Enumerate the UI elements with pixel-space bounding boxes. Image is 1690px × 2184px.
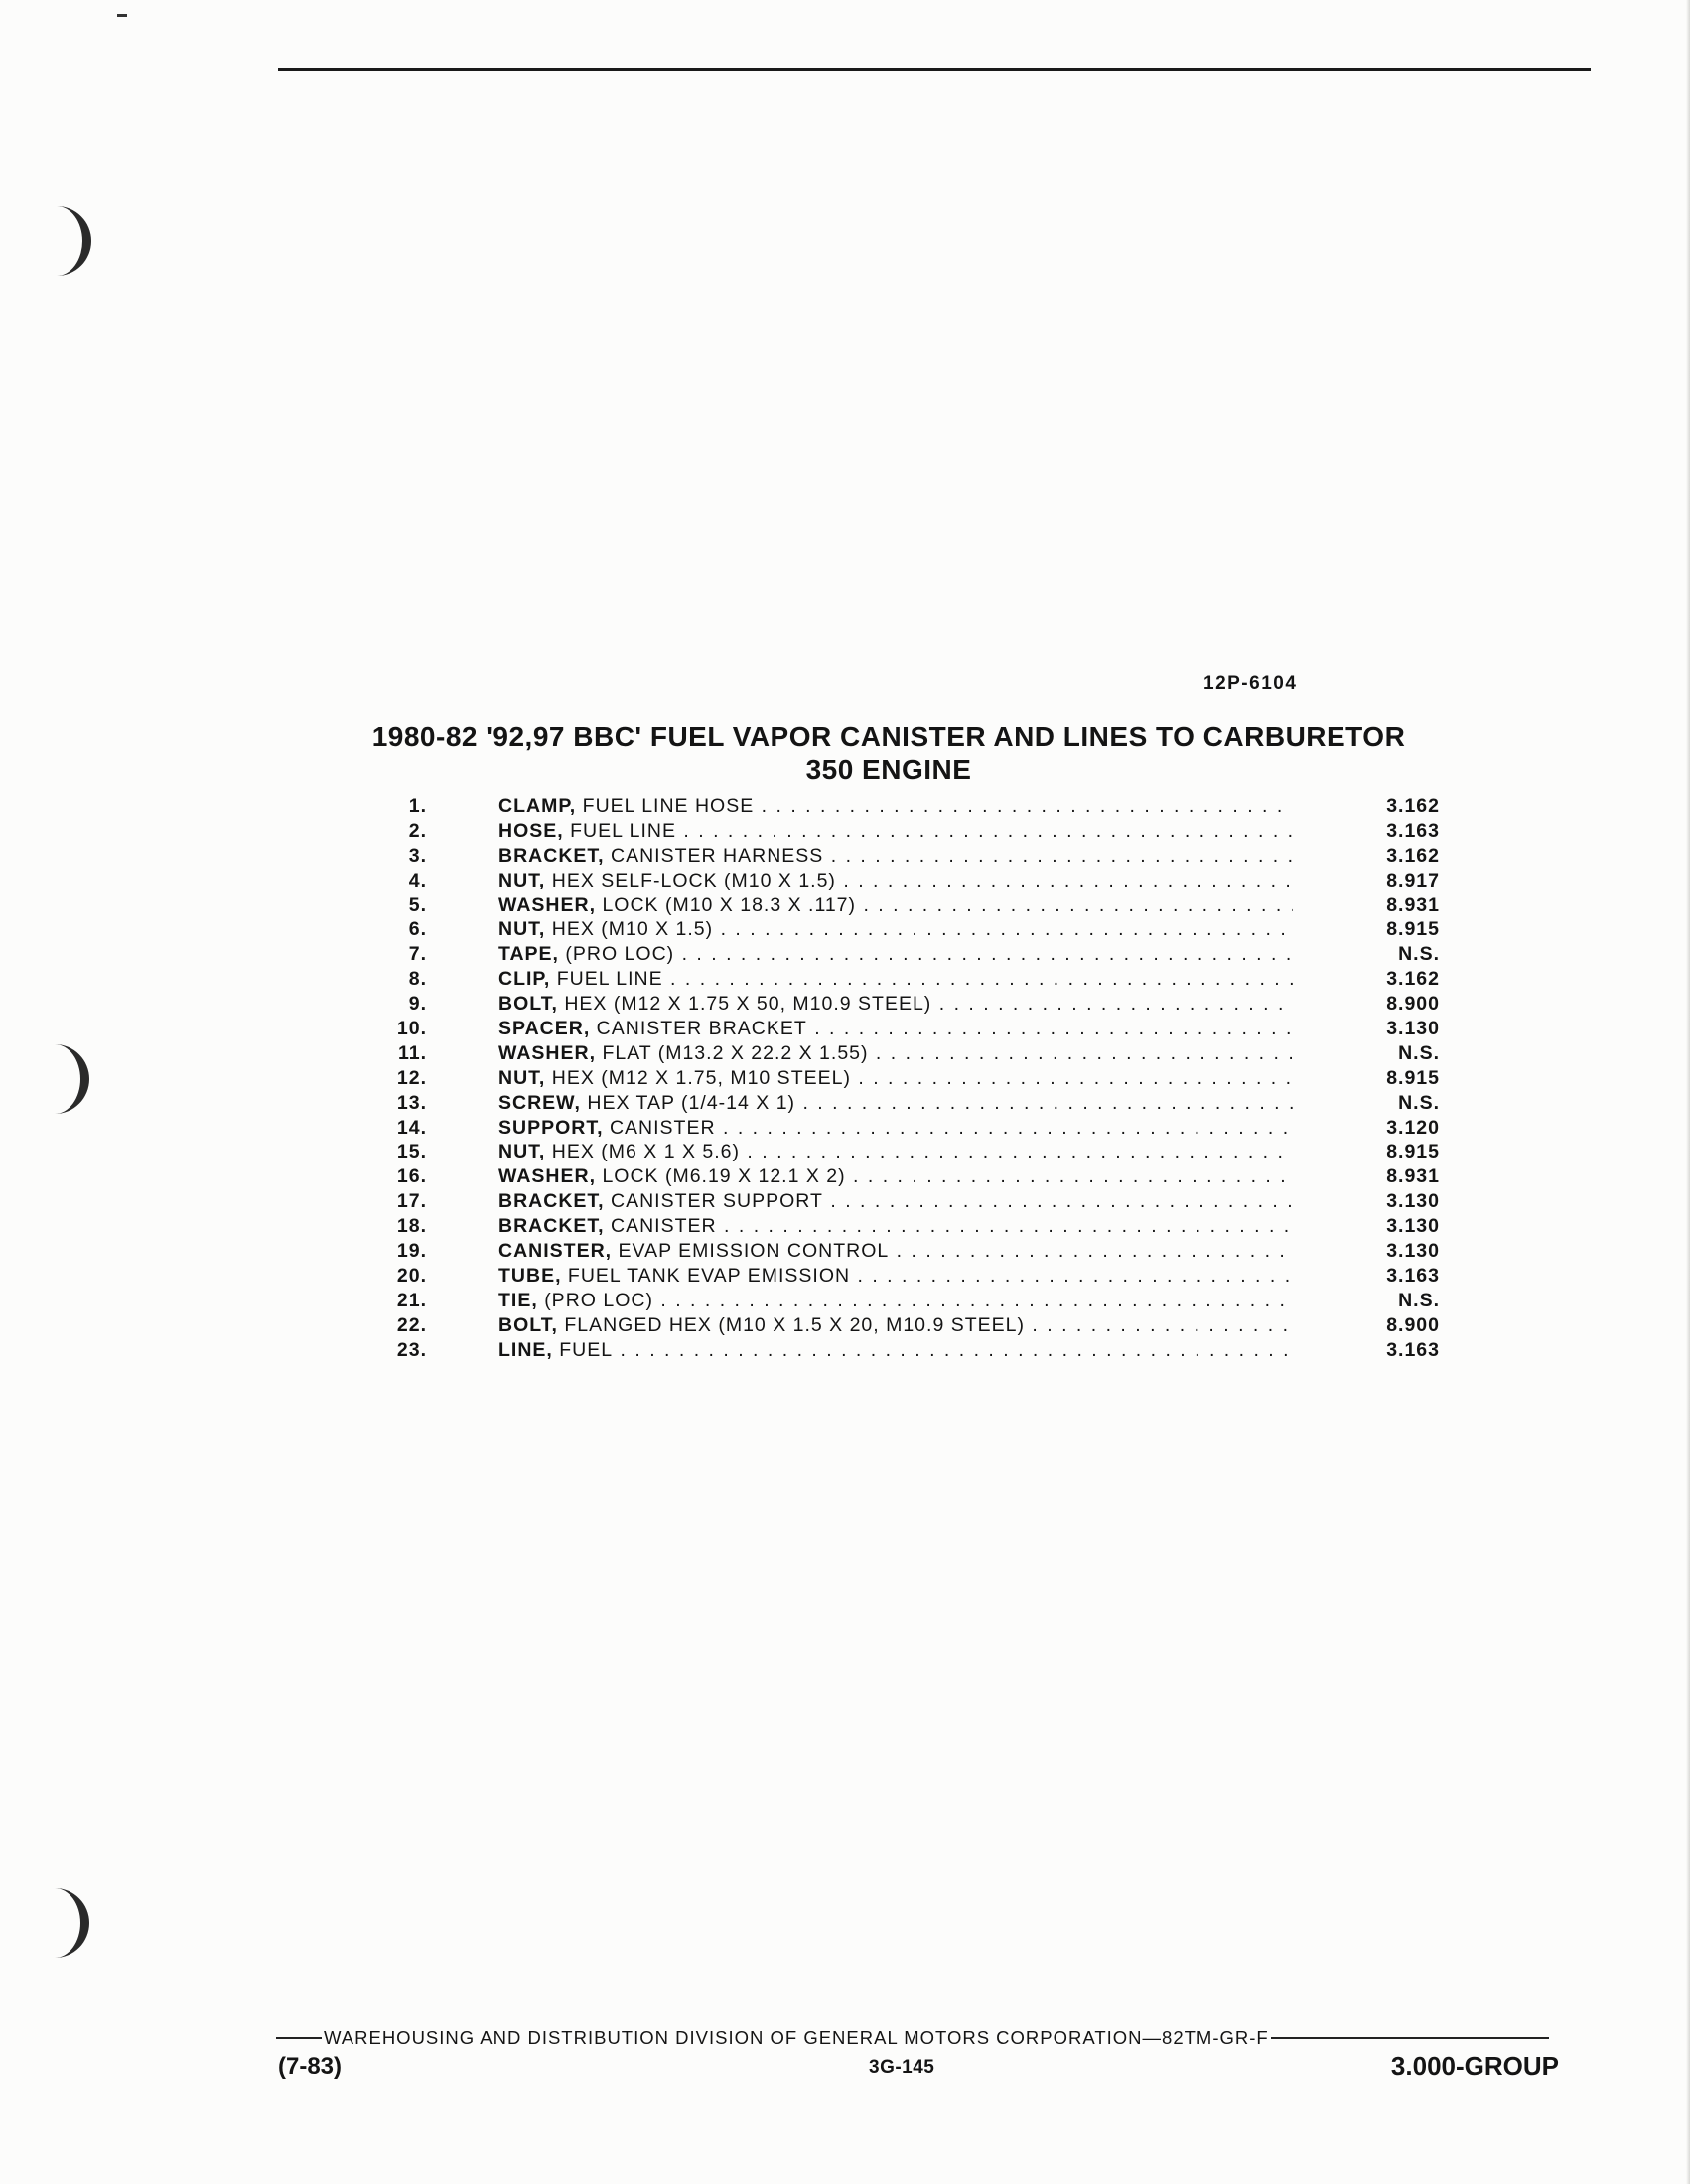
figure-subtitle: 350 ENGINE bbox=[805, 754, 972, 785]
binder-hole-mark bbox=[50, 1044, 89, 1114]
parts-list-row bbox=[387, 1164, 1440, 1189]
parts-list-row bbox=[387, 1041, 1440, 1066]
part-detail: CANISTER HARNESS bbox=[611, 844, 824, 867]
part-name: SCREW, bbox=[498, 1091, 581, 1114]
part-name: CLAMP, bbox=[498, 795, 577, 817]
part-detail: HEX (M6 X 1 X 5.6) bbox=[551, 1141, 740, 1163]
part-name: BOLT, bbox=[498, 1313, 558, 1336]
part-name: CLIP, bbox=[498, 968, 551, 991]
part-number: 21. bbox=[396, 1289, 427, 1311]
parts-list-row bbox=[387, 1264, 1440, 1289]
part-description bbox=[498, 1017, 1293, 1041]
part-description bbox=[498, 967, 1293, 992]
part-name: BRACKET, bbox=[498, 1190, 605, 1213]
part-detail: HEX (M10 X 1.5) bbox=[551, 918, 714, 941]
footer-rule bbox=[276, 2037, 322, 2039]
part-detail: FLANGED HEX (M10 X 1.5 X 20, M10.9 STEEL) bbox=[564, 1313, 1025, 1336]
footer-division-text: WAREHOUSING AND DISTRIBUTION DIVISION OF GENERAL MOTORS CORPORATION—82TM-GR-F bbox=[324, 2027, 1269, 2048]
part-group-number: 8.917 bbox=[1386, 869, 1440, 891]
part-description bbox=[498, 1338, 1293, 1363]
part-number: 13. bbox=[396, 1091, 427, 1114]
part-description bbox=[498, 1116, 1293, 1141]
part-number: 16. bbox=[396, 1165, 427, 1188]
part-number: 20. bbox=[396, 1264, 427, 1287]
part-group-number: 3.130 bbox=[1386, 1240, 1440, 1263]
part-group-number: N.S. bbox=[1398, 943, 1440, 966]
part-detail: CANISTER bbox=[609, 1116, 716, 1139]
part-name: TAPE, bbox=[498, 943, 559, 966]
part-number: 4. bbox=[408, 869, 427, 891]
parts-list-row bbox=[387, 869, 1440, 893]
parts-list-row bbox=[387, 1214, 1440, 1239]
part-detail: LOCK (M6.19 X 12.1 X 2) bbox=[602, 1165, 846, 1188]
part-group-number: 3.120 bbox=[1386, 1116, 1440, 1139]
part-name: CANISTER, bbox=[498, 1240, 613, 1263]
footer-division-line bbox=[274, 2027, 1551, 2049]
part-group-number: 3.163 bbox=[1386, 1338, 1440, 1361]
part-name: TIE, bbox=[498, 1289, 538, 1311]
parts-list-row bbox=[387, 1066, 1440, 1091]
part-detail: HEX SELF-LOCK (M10 X 1.5) bbox=[551, 869, 836, 891]
part-name: SPACER, bbox=[498, 1018, 591, 1040]
parts-list-row bbox=[387, 1239, 1440, 1264]
parts-list-row bbox=[387, 1338, 1440, 1363]
part-name: NUT, bbox=[498, 869, 546, 891]
binder-hole-mark bbox=[50, 1888, 89, 1958]
parts-list-row bbox=[387, 1017, 1440, 1041]
part-description bbox=[498, 1164, 1293, 1189]
footer-date: (7-83) bbox=[278, 2053, 343, 2080]
parts-list-row bbox=[387, 844, 1440, 869]
part-number: 6. bbox=[408, 918, 427, 941]
part-number: 17. bbox=[396, 1190, 427, 1213]
part-name: BRACKET, bbox=[498, 844, 605, 867]
footer-rule bbox=[1271, 2037, 1549, 2039]
part-group-number: N.S. bbox=[1398, 1041, 1440, 1064]
part-number: 15. bbox=[396, 1141, 427, 1163]
part-description bbox=[498, 1091, 1293, 1116]
part-description bbox=[498, 1264, 1293, 1289]
part-detail: CANISTER bbox=[611, 1215, 717, 1238]
part-number: 12. bbox=[396, 1066, 427, 1089]
part-description bbox=[498, 893, 1293, 918]
figure-title: 1980-82 '92,97 BBC' FUEL VAPOR CANISTER AND LINES TO CARBURETOR bbox=[371, 721, 1406, 751]
part-group-number: 3.163 bbox=[1386, 1264, 1440, 1287]
part-number: 3. bbox=[408, 844, 427, 867]
parts-list-row bbox=[387, 1313, 1440, 1338]
part-description bbox=[498, 869, 1293, 893]
part-detail: HEX (M12 X 1.75 X 50, M10.9 STEEL) bbox=[564, 993, 932, 1016]
part-number: 18. bbox=[396, 1215, 427, 1238]
part-group-number: 8.915 bbox=[1386, 918, 1440, 941]
part-group-number: N.S. bbox=[1398, 1091, 1440, 1114]
part-detail: (PRO LOC) bbox=[565, 943, 675, 966]
part-detail: LOCK (M10 X 18.3 X .117) bbox=[602, 893, 857, 916]
part-detail: FUEL TANK EVAP EMISSION bbox=[567, 1264, 851, 1287]
part-name: BRACKET, bbox=[498, 1215, 605, 1238]
part-detail: EVAP EMISSION CONTROL bbox=[618, 1240, 890, 1263]
part-description bbox=[498, 794, 1293, 819]
parts-list-row bbox=[387, 1091, 1440, 1116]
part-group-number: 8.931 bbox=[1386, 893, 1440, 916]
part-description bbox=[498, 1140, 1293, 1164]
parts-list-row bbox=[387, 893, 1440, 918]
parts-list-row bbox=[387, 1189, 1440, 1214]
part-name: HOSE, bbox=[498, 819, 564, 842]
parts-list-row bbox=[387, 967, 1440, 992]
parts-list-row bbox=[387, 1289, 1440, 1313]
part-group-number: 8.915 bbox=[1386, 1141, 1440, 1163]
scan-mark bbox=[117, 14, 127, 17]
part-description bbox=[498, 819, 1293, 844]
part-number: 11. bbox=[397, 1041, 427, 1064]
part-detail: FUEL LINE bbox=[570, 819, 676, 842]
part-detail: FUEL LINE bbox=[556, 968, 663, 991]
part-description bbox=[498, 1239, 1293, 1264]
part-number: 22. bbox=[396, 1313, 427, 1336]
part-detail: FUEL bbox=[559, 1338, 614, 1361]
part-number: 9. bbox=[408, 993, 427, 1016]
part-detail: HEX (M12 X 1.75, M10 STEEL) bbox=[551, 1066, 851, 1089]
part-description bbox=[498, 1066, 1293, 1091]
part-detail: CANISTER BRACKET bbox=[596, 1018, 807, 1040]
part-detail: (PRO LOC) bbox=[544, 1289, 653, 1311]
part-description bbox=[498, 992, 1293, 1017]
part-group-number: 3.162 bbox=[1386, 968, 1440, 991]
part-group-number: 8.931 bbox=[1386, 1165, 1440, 1188]
part-group-number: 3.130 bbox=[1386, 1018, 1440, 1040]
part-group-number: N.S. bbox=[1398, 1289, 1440, 1311]
part-group-number: 3.162 bbox=[1386, 844, 1440, 867]
part-number: 19. bbox=[396, 1240, 427, 1263]
part-description bbox=[498, 844, 1293, 869]
part-name: WASHER, bbox=[498, 1041, 597, 1064]
parts-list-row bbox=[387, 917, 1440, 942]
part-name: NUT, bbox=[498, 918, 546, 941]
page-edge bbox=[1686, 0, 1690, 2184]
part-group-number: 3.130 bbox=[1386, 1215, 1440, 1238]
parts-list-row bbox=[387, 992, 1440, 1017]
part-group-number: 8.900 bbox=[1386, 993, 1440, 1016]
part-group-number: 8.900 bbox=[1386, 1313, 1440, 1336]
part-name: WASHER, bbox=[498, 893, 597, 916]
part-group-number: 3.163 bbox=[1386, 819, 1440, 842]
part-description bbox=[498, 917, 1293, 942]
part-name: NUT, bbox=[498, 1066, 546, 1089]
footer-page-number: 3G-145 bbox=[869, 2057, 935, 2078]
part-number: 5. bbox=[408, 893, 427, 916]
parts-list-row bbox=[387, 794, 1440, 819]
footer-group: 3.000-GROUP bbox=[1390, 2051, 1559, 2081]
part-group-number: 3.130 bbox=[1386, 1190, 1440, 1213]
part-description bbox=[498, 1041, 1293, 1066]
part-number: 2. bbox=[408, 819, 427, 842]
part-number: 23. bbox=[396, 1338, 427, 1361]
part-name: TUBE, bbox=[498, 1264, 562, 1287]
part-number: 10. bbox=[396, 1018, 427, 1040]
part-name: SUPPORT, bbox=[498, 1116, 604, 1139]
parts-list-row bbox=[387, 942, 1440, 967]
part-description bbox=[498, 942, 1293, 967]
part-detail: FUEL LINE HOSE bbox=[582, 795, 755, 817]
part-group-number: 3.162 bbox=[1386, 795, 1440, 817]
part-description bbox=[498, 1189, 1293, 1214]
part-number: 1. bbox=[408, 795, 427, 817]
parts-list-row bbox=[387, 1140, 1440, 1164]
parts-list-row bbox=[387, 819, 1440, 844]
part-group-number: 8.915 bbox=[1386, 1066, 1440, 1089]
part-name: BOLT, bbox=[498, 993, 558, 1016]
part-name: WASHER, bbox=[498, 1165, 597, 1188]
part-description bbox=[498, 1313, 1293, 1338]
parts-list-row bbox=[387, 1116, 1440, 1141]
part-name: NUT, bbox=[498, 1141, 546, 1163]
part-description bbox=[498, 1214, 1293, 1239]
part-detail: CANISTER SUPPORT bbox=[611, 1190, 823, 1213]
part-number: 8. bbox=[408, 968, 427, 991]
part-number: 14. bbox=[396, 1116, 427, 1139]
part-detail: HEX TAP (1/4-14 X 1) bbox=[587, 1091, 796, 1114]
binder-hole-mark bbox=[52, 206, 91, 276]
part-name: LINE, bbox=[498, 1338, 553, 1361]
parts-list bbox=[387, 794, 1440, 1362]
figure-number: 12P-6104 bbox=[1203, 673, 1298, 694]
part-number: 7. bbox=[408, 943, 427, 966]
header-rule bbox=[278, 68, 1591, 71]
part-detail: FLAT (M13.2 X 22.2 X 1.55) bbox=[602, 1041, 869, 1064]
part-description bbox=[498, 1289, 1293, 1313]
